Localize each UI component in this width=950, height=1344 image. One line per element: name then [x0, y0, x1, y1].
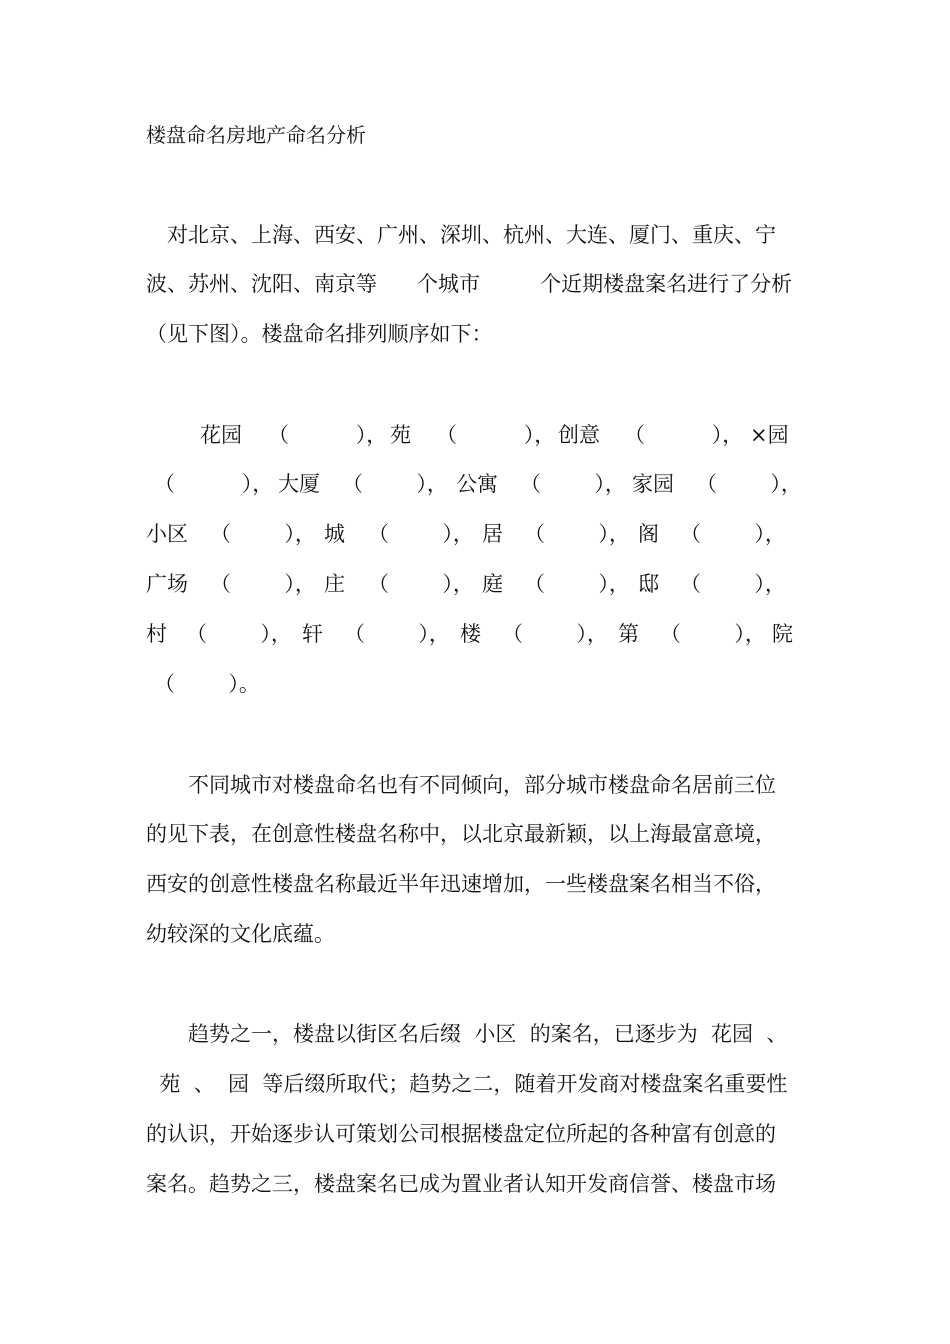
ranking-row-6 [146, 670, 810, 698]
ranking-blank: （ ）， [268, 423, 388, 447]
ranking-term: 居 [482, 522, 503, 546]
ranking-blank: （ ）， [368, 522, 474, 546]
ranking-term: ×园 [750, 423, 789, 447]
ranking-term: 大厦 [278, 472, 320, 496]
ranking-term: 城 [324, 522, 345, 546]
para2-line-3: 西安的创意性楼盘名称最近半年迅速增加，一些楼盘案名相当不俗， [146, 872, 776, 896]
ranking-row-3 [146, 520, 810, 548]
ranking-term: 苑 [390, 423, 411, 447]
ranking-term: 庭 [482, 572, 503, 596]
ranking-blank: （ ）， [680, 572, 786, 596]
intro-line-2: 波、苏州、沈阳、南京等 个城市 个近期楼盘案名进行了分析 [146, 272, 793, 296]
ranking-row-5 [146, 620, 810, 648]
para3-line-2: 苑 、 园 等后缀所取代；趋势之二，随着开发商对楼盘案名重要性 [146, 1072, 788, 1096]
para3-line-4: 案名。趋势之三，楼盘案名已成为置业者认知开发商信誉、楼盘市场 [146, 1172, 776, 1196]
ranking-row-1 [146, 421, 810, 449]
ranking-blank: （ ）， [524, 572, 630, 596]
ranking-row-2 [146, 470, 810, 498]
ranking-blank: （ ）， [624, 423, 744, 447]
para3-line-1: 趋势之一，楼盘以街区名后缀 小区 的案名，已逐步为 花园 、 [188, 1022, 788, 1046]
ranking-term: 庄 [324, 572, 345, 596]
ranking-term: 小区 [146, 522, 188, 546]
ranking-blank: （ ）， [342, 472, 448, 496]
ranking-blank: （ ）， [502, 622, 608, 646]
ranking-term: 花园 [200, 423, 242, 447]
ranking-term: 第 [618, 622, 639, 646]
ranking-blank: （ ）， [210, 522, 316, 546]
ranking-term: 村 [146, 622, 167, 646]
ranking-term: 楼 [460, 622, 481, 646]
ranking-term: 广场 [146, 572, 188, 596]
ranking-blank: （ ）。 [154, 672, 260, 696]
ranking-blank: （ ）， [210, 572, 316, 596]
para2-line-2: 的见下表，在创意性楼盘名称中，以北京最新颖，以上海最富意境， [146, 822, 776, 846]
ranking-term: 创意 [558, 423, 600, 447]
ranking-blank: （ ）， [524, 522, 630, 546]
ranking-blank: （ ）， [660, 622, 766, 646]
para2-line-1: 不同城市对楼盘命名也有不同倾向，部分城市楼盘命名居前三位 [188, 773, 776, 797]
intro-line-3: （见下图）。楼盘命名排列顺序如下： [146, 322, 493, 346]
ranking-blank: （ ）， [680, 522, 786, 546]
ranking-row-4 [146, 570, 810, 598]
ranking-blank: （ ）， [344, 622, 450, 646]
document-title: 楼盘命名房地产命名分析 [146, 123, 366, 147]
para2-line-4: 幼较深的文化底蕴。 [146, 922, 335, 946]
ranking-term: 邸 [638, 572, 659, 596]
ranking-blank: （ ）， [154, 472, 274, 496]
ranking-term: 家园 [632, 472, 674, 496]
ranking-blank: （ ）， [520, 472, 626, 496]
ranking-blank: （ ）， [696, 472, 802, 496]
intro-line-1: 对北京、上海、西安、广州、深圳、杭州、大连、厦门、重庆、宁 [167, 223, 776, 247]
ranking-blank: （ ）， [436, 423, 556, 447]
para3-line-3: 的认识，开始逐步认可策划公司根据楼盘定位所起的各种富有创意的 [146, 1122, 776, 1146]
ranking-term: 阁 [638, 522, 659, 546]
ranking-term: 轩 [302, 622, 323, 646]
ranking-blank: （ ）， [368, 572, 474, 596]
ranking-blank: （ ）， [186, 622, 292, 646]
ranking-term: 院 [772, 622, 793, 646]
ranking-term: 公寓 [456, 472, 498, 496]
